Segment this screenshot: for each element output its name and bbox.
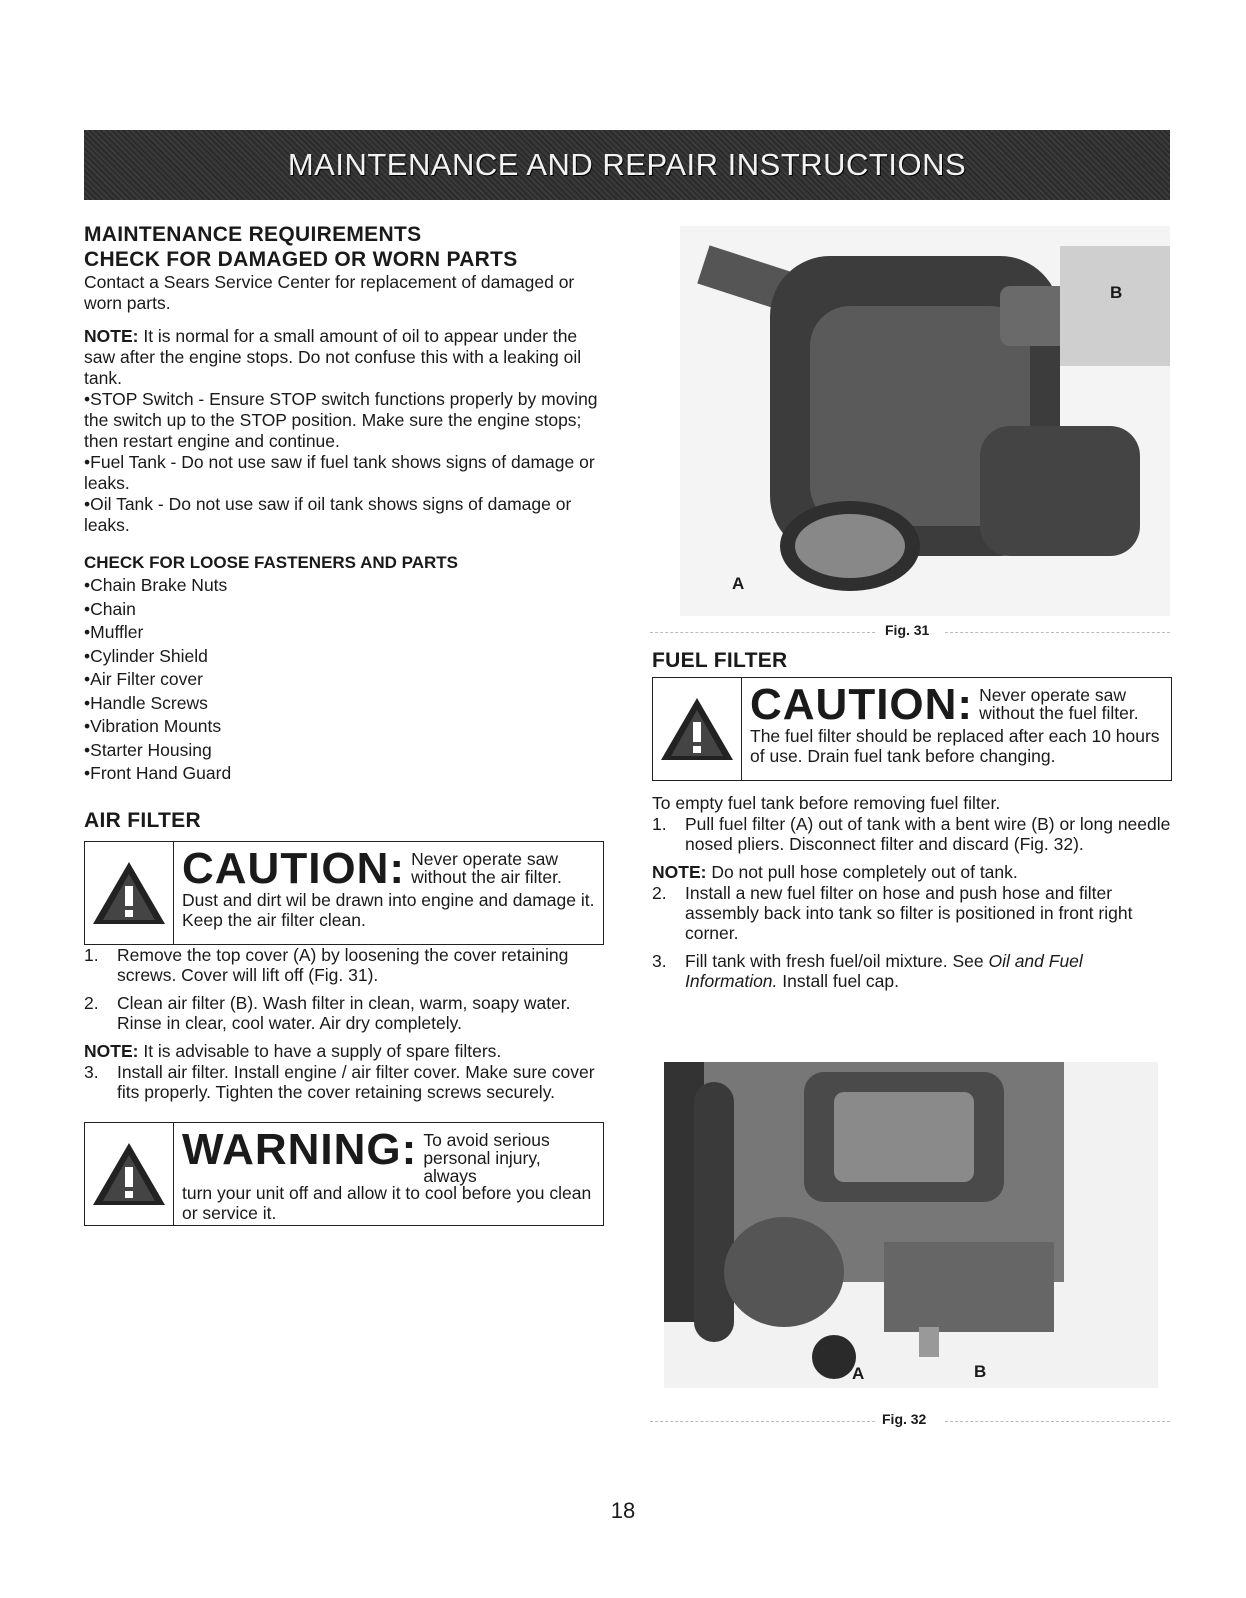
checks-list — [84, 389, 604, 536]
step-text-reference: Oil and Fuel Information. — [685, 951, 1083, 991]
section-banner — [84, 130, 1170, 200]
step-number: 2. — [84, 992, 99, 1013]
warning-body: turn your unit off and allow it to cool before you clean or service it. — [182, 1182, 592, 1223]
right-column — [652, 648, 1172, 991]
step-text: Install a new fuel filter on hose and push hose and filter assembly back into tank so filter is positioned in front right corner. — [685, 883, 1133, 943]
air-filter-steps — [84, 945, 604, 1033]
list-item: • Chain — [84, 598, 604, 622]
step-item — [652, 814, 1172, 854]
list-item: • Starter Housing — [84, 739, 604, 763]
heading-air-filter: AIR FILTER — [84, 808, 201, 832]
step-text: Pull fuel filter (A) out of tank with a bent wire (B) or long needle nosed pliers. Disconnect filter and discard (Fig. 32). — [685, 814, 1171, 854]
fasteners-list — [84, 574, 604, 786]
list-item: • Cylinder Shield — [84, 645, 604, 669]
caution-body: Dust and dirt wil be drawn into engine and damage it. Keep the air filter clean. — [182, 889, 595, 930]
note-text: It is advisable to have a supply of spare filters. — [143, 1040, 502, 1061]
list-item: • Fuel Tank - Do not use saw if fuel tank shows signs of damage or leaks. — [84, 452, 604, 494]
fuel-steps-2 — [652, 883, 1172, 991]
list-item: • Front Hand Guard — [84, 762, 604, 786]
intro-text: Contact a Sears Service Center for replacement of damaged or worn parts. — [84, 272, 575, 313]
heading-fuel-filter: FUEL FILTER — [652, 649, 788, 672]
step-item — [652, 883, 1172, 943]
fig31-caption: Fig. 31 — [885, 622, 930, 638]
fig31-label-a: A — [732, 574, 745, 593]
fuel-note-paragraph — [652, 862, 1172, 883]
list-item: • Chain Brake Nuts — [84, 574, 604, 598]
caution-side-text: Never operate saw without the fuel filter. — [979, 685, 1139, 723]
list-item: • Muffler — [84, 621, 604, 645]
fig32-photo — [664, 1062, 1158, 1388]
caution-side-text: Never operate saw without the air filter. — [411, 848, 562, 887]
left-column — [84, 222, 604, 1226]
heading-maintenance-requirements: MAINTENANCE REQUIREMENTS — [84, 223, 422, 246]
caution-word: CAUTION: — [182, 843, 406, 893]
warning-word: WARNING: — [182, 1124, 418, 1174]
fig31-photo — [680, 226, 1170, 616]
caution-word: CAUTION: — [750, 680, 974, 729]
air-filter-step3 — [84, 1062, 604, 1102]
step-number: 3. — [84, 1061, 99, 1082]
step-item — [84, 993, 604, 1033]
note-paragraph — [84, 326, 604, 389]
step-text: Install air filter. Install engine / air filter cover. Make sure cover fits properly. Tighten the cover retaining screws securely. — [117, 1061, 595, 1102]
warning-side-text: To avoid serious personal injury, always — [423, 1129, 550, 1186]
air-note-paragraph — [84, 1041, 604, 1062]
step-number: 1. — [652, 814, 667, 834]
fig32-caption: Fig. 32 — [882, 1411, 927, 1427]
step-item — [652, 951, 1172, 991]
list-item: • STOP Switch - Ensure STOP switch functions properly by moving the switch up to the STOP position. Make sure the engine stops; then restart engine and continue. — [84, 389, 604, 452]
step-text-part: Install fuel cap. — [777, 971, 900, 991]
note-label: NOTE: — [84, 1040, 139, 1061]
list-item: • Handle Screws — [84, 692, 604, 716]
hazard-triangle-icon — [85, 1123, 174, 1225]
note-text: Do not pull hose completely out of tank. — [711, 862, 1018, 882]
step-text — [685, 951, 1172, 991]
fig32-label-b: B — [974, 1362, 987, 1381]
air-filter-caution-box — [84, 841, 604, 945]
step-number: 1. — [84, 944, 99, 965]
step-text: Clean air filter (B). Wash filter in clean, warm, soapy water. Rinse in clear, cool water. Air dry completely. — [117, 992, 571, 1033]
step-item — [84, 1062, 604, 1102]
hazard-triangle-icon — [85, 842, 174, 944]
caption-rule — [945, 632, 1170, 633]
list-item: • Oil Tank - Do not use saw if oil tank shows signs of damage or leaks. — [84, 494, 604, 536]
hazard-triangle-icon — [653, 678, 742, 780]
list-item: • Air Filter cover — [84, 668, 604, 692]
step-number: 3. — [652, 951, 667, 971]
heading-loose-fasteners: CHECK FOR LOOSE FASTENERS AND PARTS — [84, 553, 459, 572]
caution-body: The fuel filter should be replaced after each 10 hours of use. Drain fuel tank before changing. — [750, 726, 1160, 766]
note-label: NOTE: — [84, 326, 139, 346]
step-text-part: Fill tank with fresh fuel/oil mixture. See — [685, 951, 989, 971]
caption-rule — [945, 1421, 1170, 1422]
note-label: NOTE: — [652, 862, 707, 882]
warning-box — [84, 1122, 604, 1226]
fuel-filter-caution-box — [652, 677, 1172, 781]
fig31-label-b: B — [1110, 283, 1123, 302]
caption-rule — [650, 632, 875, 633]
banner-title: MAINTENANCE AND REPAIR INSTRUCTIONS — [287, 147, 967, 182]
list-item: • Vibration Mounts — [84, 715, 604, 739]
heading-check-damaged: CHECK FOR DAMAGED OR WORN PARTS — [84, 248, 518, 271]
note-text: It is normal for a small amount of oil to appear under the saw after the engine stops. Do not confuse this with a leaking oil tank. — [84, 326, 582, 388]
fuel-steps — [652, 814, 1172, 854]
caption-rule — [650, 1421, 875, 1422]
step-text: Remove the top cover (A) by loosening the cover retaining screws. Cover will lift off (Fig. 31). — [117, 944, 569, 985]
empty-tank-text: To empty fuel tank before removing fuel filter. — [652, 793, 1001, 813]
step-item — [84, 945, 604, 985]
page-number: 18 — [610, 1498, 636, 1523]
fig32-label-a: A — [852, 1364, 865, 1383]
step-number: 2. — [652, 883, 667, 903]
